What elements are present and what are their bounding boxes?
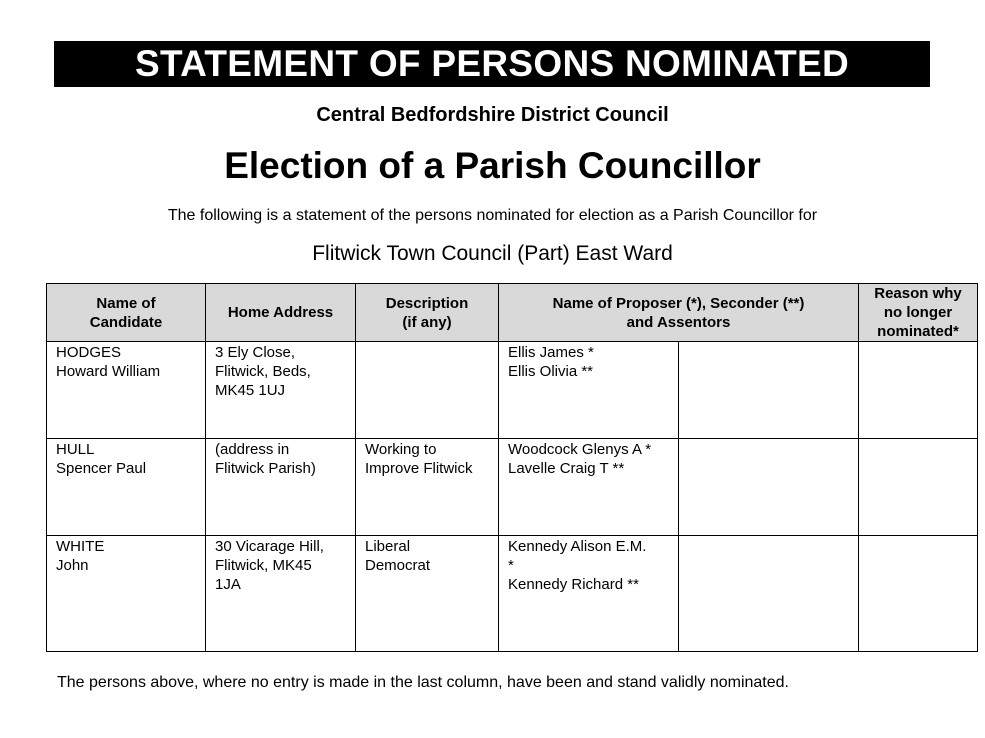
statement-banner: STATEMENT OF PERSONS NOMINATED — [54, 41, 930, 87]
reason-cell — [859, 439, 978, 536]
intro-text: The following is a statement of the persons nominated for election as a Parish Councillor for — [167, 207, 818, 224]
ward-name: Flitwick Town Council (Part) East Ward — [312, 242, 673, 265]
footer-note: The persons above, where no entry is made in the last column, have been and stand validly nominated. — [57, 674, 789, 691]
assentors — [679, 536, 859, 652]
reason-cell — [859, 536, 978, 652]
table-row — [47, 536, 978, 652]
candidate-address: (address in Flitwick Parish) — [206, 439, 356, 536]
candidate-name: HULL Spencer Paul — [47, 439, 206, 536]
proposer-seconder: Kennedy Alison E.M. * Kennedy Richard ** — [499, 536, 679, 652]
candidate-address: 30 Vicarage Hill, Flitwick, MK45 1JA — [206, 536, 356, 652]
nominations-table — [46, 283, 978, 652]
table-header-row — [47, 284, 978, 342]
header-reason: Reason why no longer nominated* — [859, 284, 978, 342]
assentors — [679, 342, 859, 439]
reason-cell — [859, 342, 978, 439]
candidate-name: HODGES Howard William — [47, 342, 206, 439]
candidate-address: 3 Ely Close, Flitwick, Beds, MK45 1UJ — [206, 342, 356, 439]
candidate-name: WHITE John — [47, 536, 206, 652]
table-row — [47, 439, 978, 536]
header-description: Description (if any) — [356, 284, 499, 342]
header-candidate: Name of Candidate — [47, 284, 206, 342]
election-title: Election of a Parish Councillor — [224, 145, 761, 186]
candidate-description: Liberal Democrat — [356, 536, 499, 652]
candidate-description — [356, 342, 499, 439]
council-name: Central Bedfordshire District Council — [316, 104, 669, 126]
assentors — [679, 439, 859, 536]
table-row — [47, 342, 978, 439]
candidate-description: Working to Improve Flitwick — [356, 439, 499, 536]
header-proposers: Name of Proposer (*), Seconder (**) and Assentors — [499, 284, 859, 342]
proposer-seconder: Woodcock Glenys A * Lavelle Craig T ** — [499, 439, 679, 536]
proposer-seconder: Ellis James * Ellis Olivia ** — [499, 342, 679, 439]
header-address: Home Address — [206, 284, 356, 342]
